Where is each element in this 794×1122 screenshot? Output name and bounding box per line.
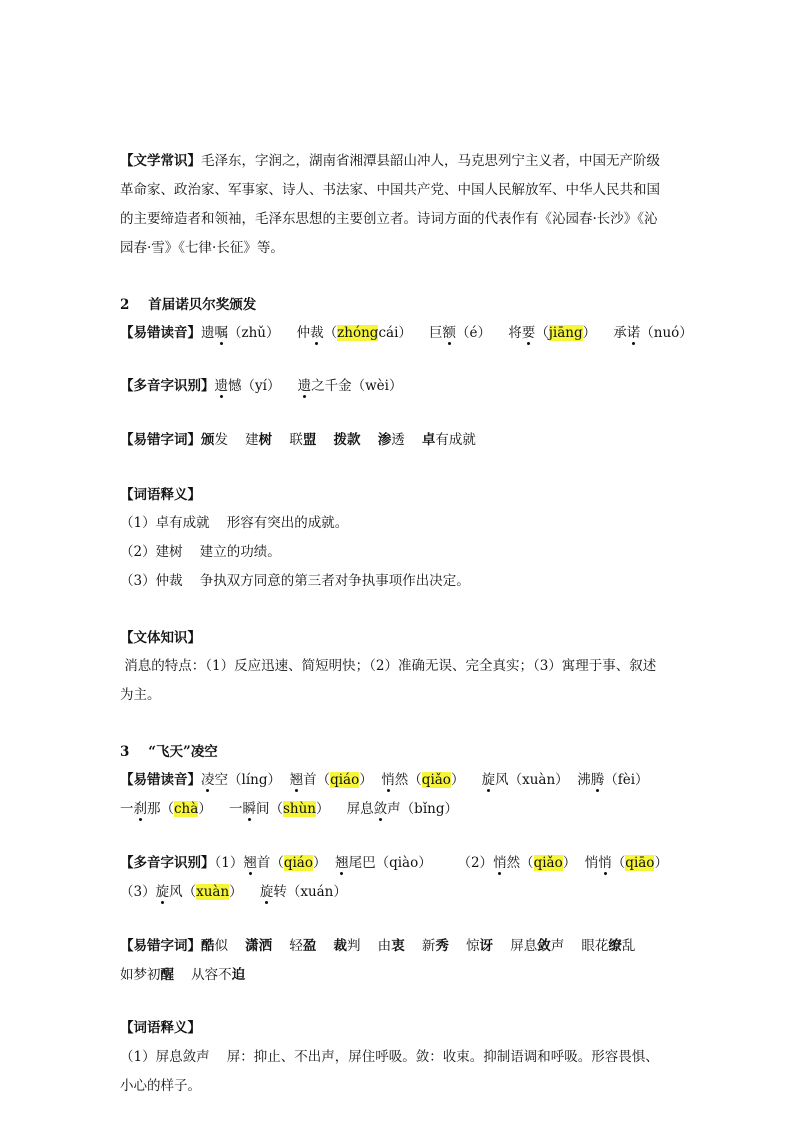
bold-text: 缭 [608,938,622,954]
text-segment: 从容不 [174,967,232,983]
text-line [120,431,476,449]
text-segment: （1） [214,855,244,871]
text-segment: （2）建树 建立的功绩。 [120,544,281,560]
dotted-character: 刹 [133,801,147,817]
text-segment: 之千金（wèi） [311,378,403,394]
text-segment: （zhǔ） 仲 [228,325,311,341]
dotted-character: 诺 [626,325,641,341]
highlighted-pinyin: shùn [282,801,316,817]
text-line [120,743,218,761]
bold-text: 酷 [201,938,215,954]
dotted-character: 凌 [201,772,215,788]
text-line [120,629,201,647]
text-segment: 似 [214,938,246,954]
text-line [120,210,658,228]
bold-text: 【易错字词】 [120,432,201,448]
dotted-character: 瞬 [242,801,256,817]
text-line [120,181,660,199]
bold-text: 3 “飞天”凌空 [120,744,218,760]
text-segment: 那（ [147,801,174,817]
bold-text: 树 [258,432,273,448]
dotted-character: 翘 [289,772,304,788]
text-segment: 惊 [448,938,480,954]
text-segment: 空（líng） [214,772,290,788]
text-segment: cái） 巨 [378,325,443,341]
text-segment: 有成就 [435,432,476,448]
text-segment: （3） [120,884,156,900]
bold-text: 颁 [201,432,215,448]
text-segment [361,432,378,448]
text-segment: 乱 [621,938,636,954]
text-segment: 风（xuàn） 沸 [495,772,591,788]
dotted-character: 腾 [590,772,605,788]
text-line [120,296,256,314]
dotted-character: 额 [442,325,457,341]
highlighted-pinyin: jiāng [548,325,583,341]
text-segment: 一 [120,801,134,817]
text-segment: （ [611,855,626,871]
bold-text: 拨款 [333,432,361,448]
text-segment: （ [535,325,549,341]
text-segment: 透 [391,432,422,448]
text-line [120,1077,201,1095]
text-segment: 判 由 [347,938,392,954]
bold-text: 【文体知识】 [120,630,201,646]
bold-text: 【易错读音】 [120,325,201,341]
dotted-character: 要 [521,325,536,341]
text-segment [316,432,333,448]
bold-text: 【词语释义】 [120,1020,201,1036]
text-segment: 的主要缔造者和领袖，毛泽东思想的主要创立者。诗词方面的代表作有《沁园春·长沙》《沁 [120,211,658,227]
highlighted-pinyin: chà [174,801,199,817]
text-segment: 毛泽东，字润之，湖南省湘潭县韶山冲人，马克思列宁主义者，中国无产阶级 [201,153,660,169]
text-segment: 然（ [394,772,422,788]
bold-text: 裁 [333,938,348,954]
text-line [120,966,245,984]
text-segment: （é） 将 [456,325,522,341]
text-line [120,486,201,504]
highlighted-pinyin: zhóng [337,325,379,341]
text-segment: 园春·雪》《七律·长征》等。 [120,240,284,256]
bold-text: 【文学常识】 [120,153,201,169]
text-segment: 小心的样子。 [120,1078,201,1094]
bold-text: 醒 [160,967,174,983]
text-segment: 屏息 [493,938,538,954]
text-line [120,686,161,704]
text-line [120,152,660,170]
text-segment: ） 悄 [562,855,599,871]
dotted-character: 旋 [481,772,496,788]
text-segment: 革命家、政治家、军事家、诗人、书法家、中国共产党、中国人民解放军、中华人民共和国 [120,182,660,198]
bold-text: 潇洒 [245,938,273,954]
text-segment: 首（ [256,855,284,871]
text-line [120,1048,659,1066]
highlighted-pinyin: xuàn [196,884,230,900]
text-segment: （fèi） [604,772,649,788]
dotted-character: 悄 [493,855,507,871]
text-segment: （3）仲裁 争执双方同意的第三者对争执事项作出决定。 [120,573,470,589]
text-segment: 间（ [255,801,283,817]
dotted-character: 裁 [310,325,324,341]
text-line [120,1019,201,1037]
text-segment: ） [359,772,382,788]
bold-text: 迫 [231,967,246,983]
bold-text: 【易错读音】 [120,772,201,788]
dotted-character: 旋 [259,884,274,900]
text-line [120,324,693,342]
text-segment: （1）卓有成就 形容有突出的成就。 [120,515,349,531]
text-segment: ） 承 [582,325,627,341]
text-segment: 为主。 [120,687,161,703]
text-segment: （1）屏息敛声 屏：抑止、不出声，屏住呼吸。敛：收束。抑制语调和呼吸。形容畏惧、 [120,1049,659,1065]
dotted-character: 翘 [335,855,349,871]
text-segment: ） 一 [198,801,243,817]
highlighted-pinyin: qiāo [625,855,655,871]
dotted-character: 敛 [373,801,388,817]
text-line [120,771,649,789]
text-segment: ） [229,884,260,900]
text-segment: 发 建 [214,432,259,448]
text-segment: ） [312,855,336,871]
bold-text: 秀 [435,938,449,954]
dotted-character: 遗 [214,378,228,394]
highlighted-pinyin: qiáo [283,855,313,871]
bold-text: 2 首届诺贝尔奖颁发 [120,297,257,313]
bold-text: 敛 [537,938,551,954]
text-segment: 尾巴（qiào） （2） [348,855,494,871]
text-segment: 遗 [201,325,215,341]
text-segment: 风（ [169,884,197,900]
text-segment: ） [450,772,482,788]
text-segment: 如梦初 [120,967,161,983]
highlighted-pinyin: qiǎo [421,772,451,788]
text-segment: 憾（yí） [228,378,298,394]
bold-text: 渗 [377,432,392,448]
text-segment [316,938,333,954]
text-segment: 声（bǐng） [387,801,458,817]
dotted-character: 悄 [598,855,612,871]
text-line [120,239,284,257]
dotted-character: 旋 [155,884,170,900]
highlighted-pinyin: qiǎo [533,855,563,871]
text-segment: ） 屏息 [316,801,374,817]
dotted-character: 悄 [381,772,395,788]
text-segment: （ [323,325,338,341]
dotted-character: 遗 [297,378,312,394]
dotted-character: 嘱 [214,325,228,341]
bold-text: 衷 [391,938,405,954]
text-segment: 消息的特点：（1）反应迅速、简短明快；（2）准确无误、完全真实；（3）寓理于事、叙述 [120,658,657,674]
text-line [120,572,470,590]
text-line [120,543,281,561]
dotted-character: 翘 [243,855,257,871]
text-line [120,514,348,532]
text-segment: ） [654,855,668,871]
text-line [120,883,347,901]
text-line [120,800,458,818]
text-segment: （nuó） [640,325,693,341]
bold-text: 【多音字识别】 [120,378,215,394]
bold-text: 【词语释义】 [120,487,201,503]
text-segment: 声 眼花 [550,938,609,954]
text-segment: 轻 [272,938,303,954]
bold-text: 卓 [421,432,436,448]
text-line [120,937,635,955]
text-segment: 联 [272,432,303,448]
bold-text: 讶 [479,938,494,954]
bold-text: 盟 [302,432,317,448]
text-line [120,657,656,675]
text-segment: 转（xuán） [273,884,347,900]
text-segment: 然（ [506,855,534,871]
text-line [120,377,402,395]
highlighted-pinyin: qiáo [330,772,360,788]
bold-text: 盈 [302,938,317,954]
text-line [120,854,668,872]
bold-text: 【易错字词】 [120,938,201,954]
text-segment: 新 [404,938,436,954]
bold-text: 【多音字识别】 [120,855,215,871]
text-segment: 首（ [303,772,331,788]
